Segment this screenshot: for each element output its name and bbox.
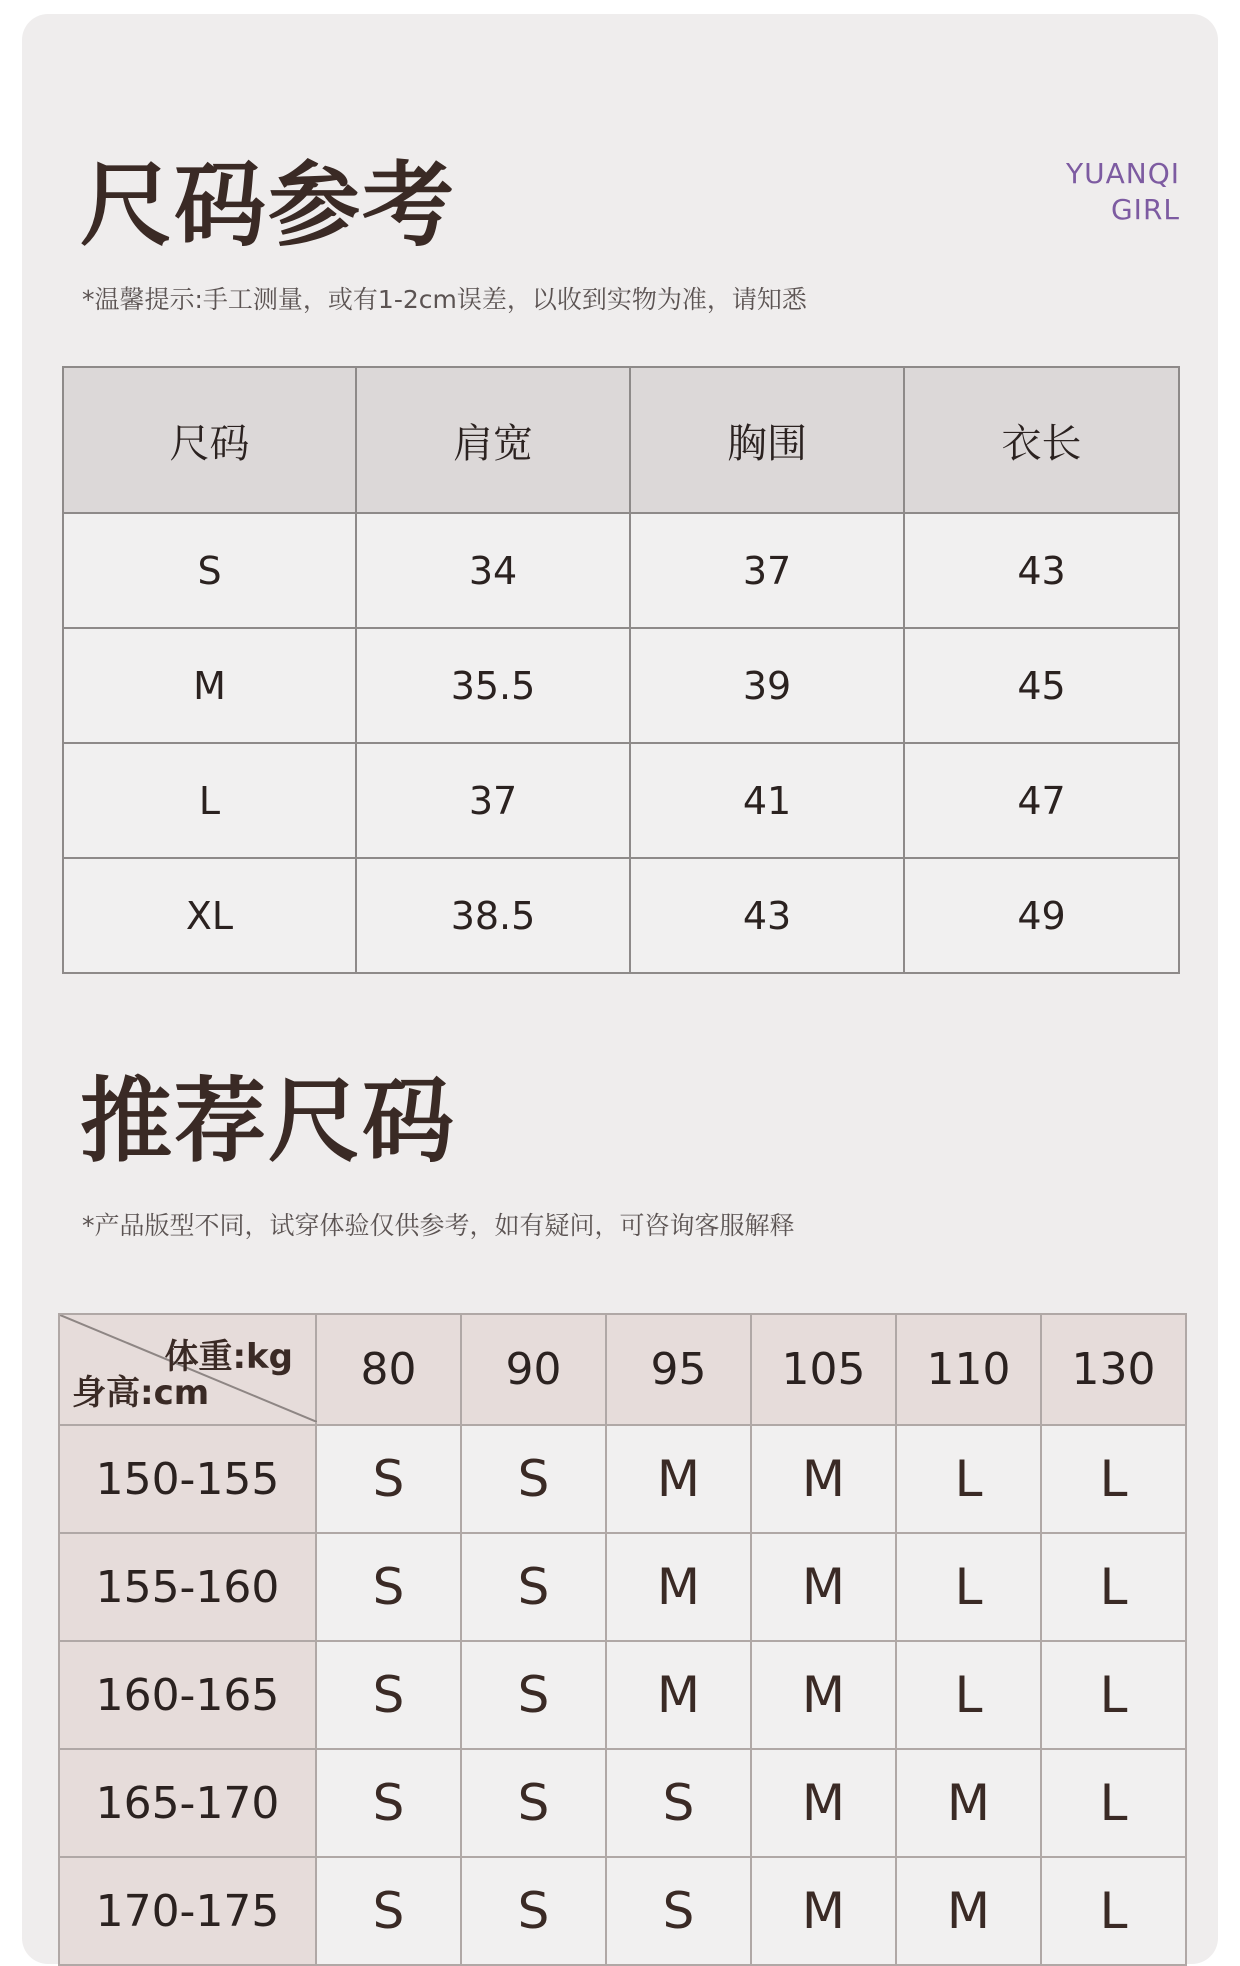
header-length: 衣长: [904, 367, 1179, 513]
size-cell: S: [606, 1749, 751, 1857]
brand-line-1: YUANQI: [1066, 157, 1180, 190]
height-label: 160-165: [59, 1641, 316, 1749]
cell: 38.5: [356, 858, 630, 973]
size-cell: S: [461, 1857, 606, 1965]
cell: S: [63, 513, 356, 628]
size-cell: L: [896, 1425, 1041, 1533]
weight-axis-label: 体重:kg: [164, 1337, 293, 1377]
recommend-table: [58, 1313, 1187, 1966]
size-cell: L: [1041, 1749, 1186, 1857]
size-cell: L: [1041, 1533, 1186, 1641]
size-reference-title: 尺码参考: [80, 152, 457, 259]
weight-header: 90: [461, 1314, 606, 1425]
size-cell: L: [896, 1533, 1041, 1641]
measurement-note: *温馨提示:手工测量，或有1-2cm误差，以收到实物为准，请知悉: [82, 285, 807, 314]
size-cell: S: [316, 1857, 461, 1965]
table-row: [59, 1425, 1186, 1533]
height-label: 155-160: [59, 1533, 316, 1641]
weight-header: 105: [751, 1314, 896, 1425]
cell: 34: [356, 513, 630, 628]
cell: XL: [63, 858, 356, 973]
size-cell: S: [461, 1641, 606, 1749]
cell: 37: [630, 513, 904, 628]
header-shoulder: 肩宽: [356, 367, 630, 513]
size-cell: M: [606, 1641, 751, 1749]
size-cell: L: [896, 1641, 1041, 1749]
table-row: [59, 1641, 1186, 1749]
size-cell: L: [1041, 1641, 1186, 1749]
table-row: [59, 1533, 1186, 1641]
height-axis-label: 身高:cm: [72, 1373, 210, 1413]
weight-header: 110: [896, 1314, 1041, 1425]
corner-header: [59, 1314, 316, 1425]
size-cell: M: [751, 1641, 896, 1749]
size-cell: M: [751, 1857, 896, 1965]
height-label: 170-175: [59, 1857, 316, 1965]
size-cell: S: [316, 1425, 461, 1533]
size-cell: S: [461, 1425, 606, 1533]
cell: 43: [904, 513, 1179, 628]
size-cell: M: [606, 1425, 751, 1533]
weight-header: 95: [606, 1314, 751, 1425]
header-size: 尺码: [63, 367, 356, 513]
brand-logo: [1066, 156, 1180, 228]
table-row: [59, 1857, 1186, 1965]
height-label: 165-170: [59, 1749, 316, 1857]
cell: 45: [904, 628, 1179, 743]
recommend-header-row: [59, 1314, 1186, 1425]
table-row: [59, 1749, 1186, 1857]
size-cell: M: [751, 1749, 896, 1857]
size-cell: M: [896, 1857, 1041, 1965]
cell: M: [63, 628, 356, 743]
cell: 47: [904, 743, 1179, 858]
recommend-note: *产品版型不同，试穿体验仅供参考，如有疑问，可咨询客服解释: [82, 1211, 795, 1240]
size-table-header-row: [63, 367, 1179, 513]
size-cell: S: [316, 1533, 461, 1641]
size-cell: S: [316, 1641, 461, 1749]
size-cell: M: [751, 1533, 896, 1641]
cell: 41: [630, 743, 904, 858]
size-cell: S: [461, 1533, 606, 1641]
table-row: [63, 513, 1179, 628]
table-row: [63, 743, 1179, 858]
size-cell: M: [751, 1425, 896, 1533]
cell: 39: [630, 628, 904, 743]
cell: L: [63, 743, 356, 858]
size-cell: S: [606, 1857, 751, 1965]
cell: 35.5: [356, 628, 630, 743]
size-cell: M: [606, 1533, 751, 1641]
cell: 49: [904, 858, 1179, 973]
cell: 37: [356, 743, 630, 858]
size-cell: S: [461, 1749, 606, 1857]
table-row: [63, 628, 1179, 743]
cell: 43: [630, 858, 904, 973]
height-label: 150-155: [59, 1425, 316, 1533]
weight-header: 80: [316, 1314, 461, 1425]
brand-line-2: GIRL: [1110, 193, 1180, 226]
size-cell: M: [896, 1749, 1041, 1857]
size-cell: S: [316, 1749, 461, 1857]
size-cell: L: [1041, 1857, 1186, 1965]
table-row: [63, 858, 1179, 973]
size-cell: L: [1041, 1425, 1186, 1533]
size-table: [62, 366, 1180, 974]
weight-header: 130: [1041, 1314, 1186, 1425]
header-chest: 胸围: [630, 367, 904, 513]
recommend-size-title: 推荐尺码: [80, 1068, 457, 1175]
